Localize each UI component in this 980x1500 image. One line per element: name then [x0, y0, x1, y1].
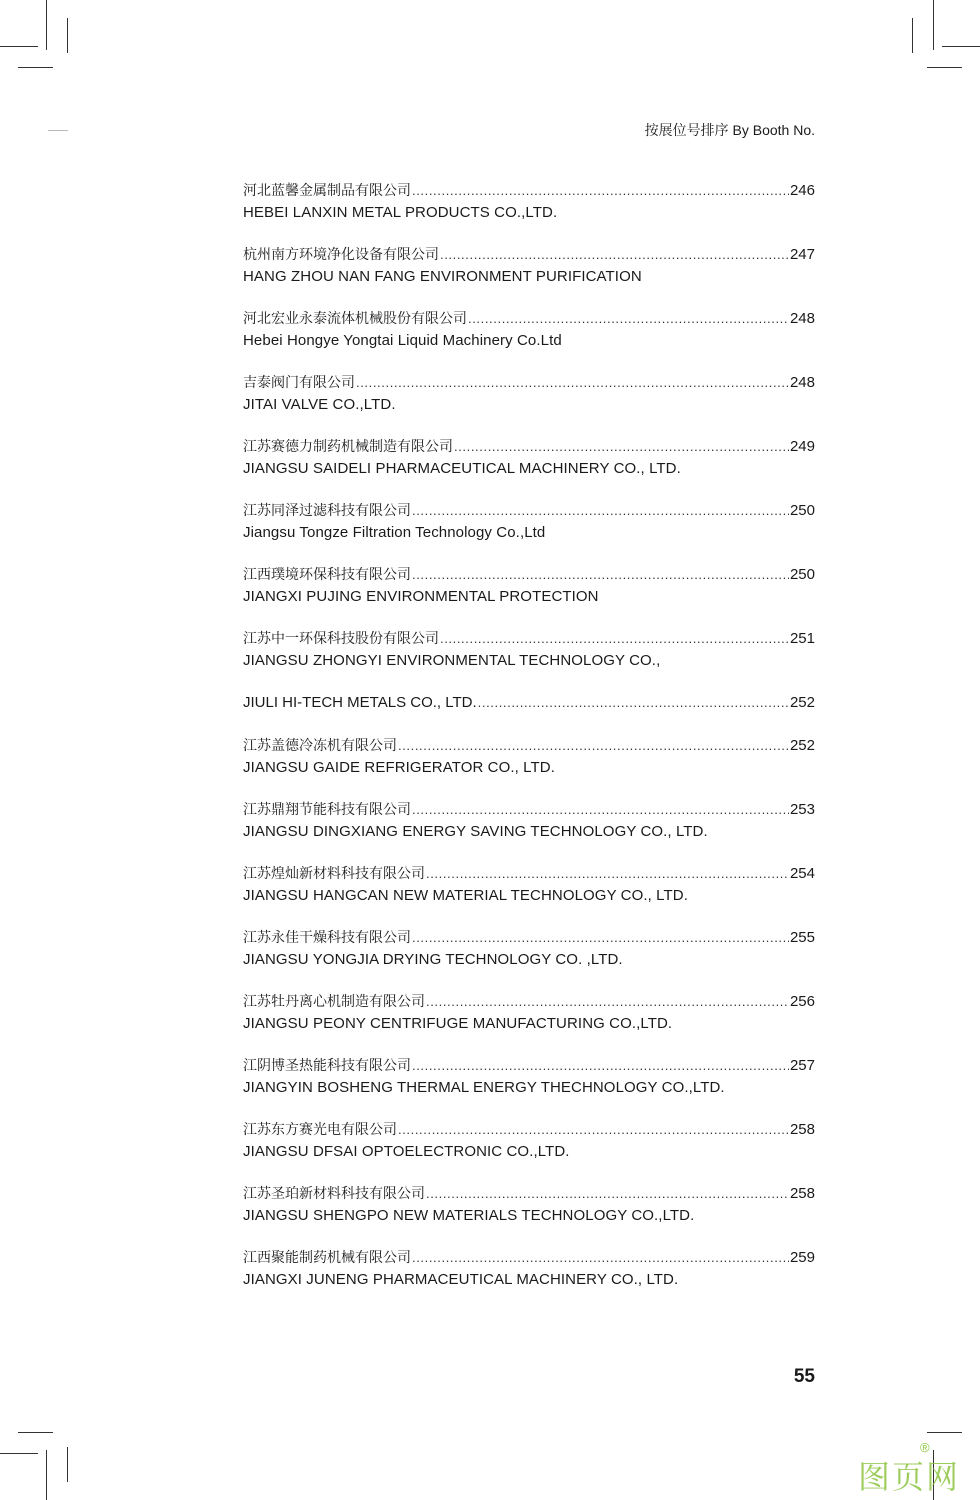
header-title-zh: 按展位号排序: [644, 123, 729, 139]
crop-mark: [927, 1432, 962, 1433]
booth-page: 255: [789, 929, 815, 946]
company-name-en: HEBEI LANXIN METAL PRODUCTS CO.,LTD.: [243, 204, 558, 221]
index-entry: [243, 1247, 815, 1311]
index-entry: [243, 500, 815, 564]
booth-page: 254: [789, 865, 815, 882]
watermark-logo: 图页网: [858, 1458, 961, 1496]
index-entry: [243, 692, 815, 735]
booth-page: 250: [789, 502, 815, 519]
booth-page: 252: [789, 737, 815, 754]
index-entry: [243, 372, 815, 436]
crop-mark: [67, 1447, 68, 1482]
crop-mark: [0, 46, 38, 47]
index-entry: [243, 564, 815, 628]
index-entry: [243, 180, 815, 244]
leader-dots: [440, 244, 789, 266]
company-name-en: JIANGSU SHENGPO NEW MATERIALS TECHNOLOGY CO.,LTD.: [243, 1207, 695, 1224]
company-name-en: JIANGSU DFSAI OPTOELECTRONIC CO.,LTD.: [243, 1143, 570, 1160]
company-name-cn: 江苏赛德力制药机械制造有限公司: [243, 439, 453, 455]
company-name-en: JIANGXI PUJING ENVIRONMENTAL PROTECTION: [243, 588, 599, 605]
leader-dots: [468, 308, 789, 330]
company-name-cn: 江苏永佳干燥科技有限公司: [243, 930, 411, 946]
index-entry: [243, 1055, 815, 1119]
booth-page: 256: [789, 993, 815, 1010]
index-entry: [243, 436, 815, 500]
booth-page: 247: [789, 246, 815, 263]
leader-dots: [440, 628, 789, 650]
booth-page: 258: [789, 1185, 815, 1202]
booth-page: 251: [789, 630, 815, 647]
crop-mark: [46, 1450, 47, 1500]
booth-page: 258: [789, 1121, 815, 1138]
index-entry: [243, 244, 815, 308]
company-name-cn: 江西璞境环保科技有限公司: [243, 567, 411, 583]
booth-page: 257: [789, 1057, 815, 1074]
company-name-en: JIANGYIN BOSHENG THERMAL ENERGY THECHNOLOGY CO.,LTD.: [243, 1079, 725, 1096]
leader-dots: [426, 1183, 789, 1205]
crop-mark: [942, 46, 980, 47]
crop-mark: [67, 18, 68, 53]
exhibitor-index: [243, 180, 815, 1311]
company-name-cn: 江阴博圣热能科技有限公司: [243, 1058, 411, 1074]
crop-mark: [0, 1453, 38, 1454]
crop-mark: [18, 67, 53, 68]
index-entry: [243, 863, 815, 927]
leader-dots: [478, 692, 789, 714]
company-name-cn: 江西聚能制药机械有限公司: [243, 1250, 411, 1266]
crop-mark: [18, 1432, 53, 1433]
index-entry: [243, 735, 815, 799]
leader-dots: [426, 991, 789, 1013]
crop-mark: [933, 0, 934, 50]
index-entry: [243, 308, 815, 372]
company-name-en: Jiangsu Tongze Filtration Technology Co.,Ltd: [243, 524, 546, 541]
crop-mark: [48, 130, 68, 131]
registered-mark: ®: [920, 1440, 930, 1455]
company-name-en: JITAI VALVE CO.,LTD.: [243, 396, 396, 413]
leader-dots: [454, 436, 789, 458]
crop-mark: [912, 18, 913, 53]
company-name-en: Hebei Hongye Yongtai Liquid Machinery Co.Ltd: [243, 332, 562, 349]
leader-dots: [412, 1055, 789, 1077]
booth-page: 253: [789, 801, 815, 818]
index-entry: [243, 991, 815, 1055]
company-name-en: JIANGSU PEONY CENTRIFUGE MANUFACTURING CO.,LTD.: [243, 1015, 673, 1032]
index-entry: [243, 799, 815, 863]
crop-mark: [46, 0, 47, 50]
booth-page: 249: [789, 438, 815, 455]
leader-dots: [426, 863, 789, 885]
company-name-cn: 江苏盖德冷冻机有限公司: [243, 738, 397, 754]
company-name-cn: 江苏煌灿新材料科技有限公司: [243, 866, 425, 882]
company-name-cn: 河北宏业永泰流体机械股份有限公司: [243, 311, 467, 327]
index-entry: [243, 927, 815, 991]
leader-dots: [412, 500, 789, 522]
index-entry: [243, 1119, 815, 1183]
company-name-cn: 江苏鼎翔节能科技有限公司: [243, 802, 411, 818]
crop-mark: [927, 67, 962, 68]
company-name-cn: 江苏同泽过滤科技有限公司: [243, 503, 411, 519]
leader-dots: [412, 1247, 789, 1269]
leader-dots: [356, 372, 789, 394]
company-name-en: HANG ZHOU NAN FANG ENVIRONMENT PURIFICATION: [243, 268, 642, 285]
page-number: 55: [793, 1366, 815, 1387]
company-name-en: JIANGSU ZHONGYI ENVIRONMENTAL TECHNOLOGY CO.,: [243, 652, 661, 669]
company-name-en: JIANGSU DINGXIANG ENERGY SAVING TECHNOLOGY CO., LTD.: [243, 823, 708, 840]
company-name-cn: 江苏圣珀新材料科技有限公司: [243, 1186, 425, 1202]
leader-dots: [412, 180, 789, 202]
leader-dots: [398, 735, 789, 757]
index-entry: [243, 628, 815, 692]
leader-dots: [412, 564, 789, 586]
company-name-cn: 河北蓝馨金属制品有限公司: [243, 183, 411, 199]
company-name-cn: 吉泰阀门有限公司: [243, 375, 355, 391]
header-title-en: By Booth No.: [732, 122, 815, 138]
booth-page: 246: [789, 182, 815, 199]
company-name-en: JIANGSU HANGCAN NEW MATERIAL TECHNOLOGY CO., LTD.: [243, 887, 688, 904]
booth-page: 252: [789, 694, 815, 711]
company-name-en: JIANGSU SAIDELI PHARMACEUTICAL MACHINERY CO., LTD.: [243, 460, 681, 477]
booth-page: 248: [789, 310, 815, 327]
company-name-cn: 江苏中一环保科技股份有限公司: [243, 631, 439, 647]
leader-dots: [412, 927, 789, 949]
index-entry: [243, 1183, 815, 1247]
company-name-cn: 杭州南方环境净化设备有限公司: [243, 247, 439, 263]
company-name-en: JIANGSU GAIDE REFRIGERATOR CO., LTD.: [243, 759, 555, 776]
company-name-en: JIANGXI JUNENG PHARMACEUTICAL MACHINERY CO., LTD.: [243, 1271, 679, 1288]
company-name-cn: 江苏牡丹离心机制造有限公司: [243, 994, 425, 1010]
booth-page: 250: [789, 566, 815, 583]
leader-dots: [412, 799, 789, 821]
leader-dots: [398, 1119, 789, 1141]
company-name-cn: 江苏东方赛光电有限公司: [243, 1122, 397, 1138]
running-header: [645, 120, 815, 140]
company-name-en: JIANGSU YONGJIA DRYING TECHNOLOGY CO. ,LTD.: [243, 951, 623, 968]
booth-page: 248: [789, 374, 815, 391]
booth-page: 259: [789, 1249, 815, 1266]
company-name-en: JIULI HI-TECH METALS CO., LTD.: [243, 694, 477, 711]
